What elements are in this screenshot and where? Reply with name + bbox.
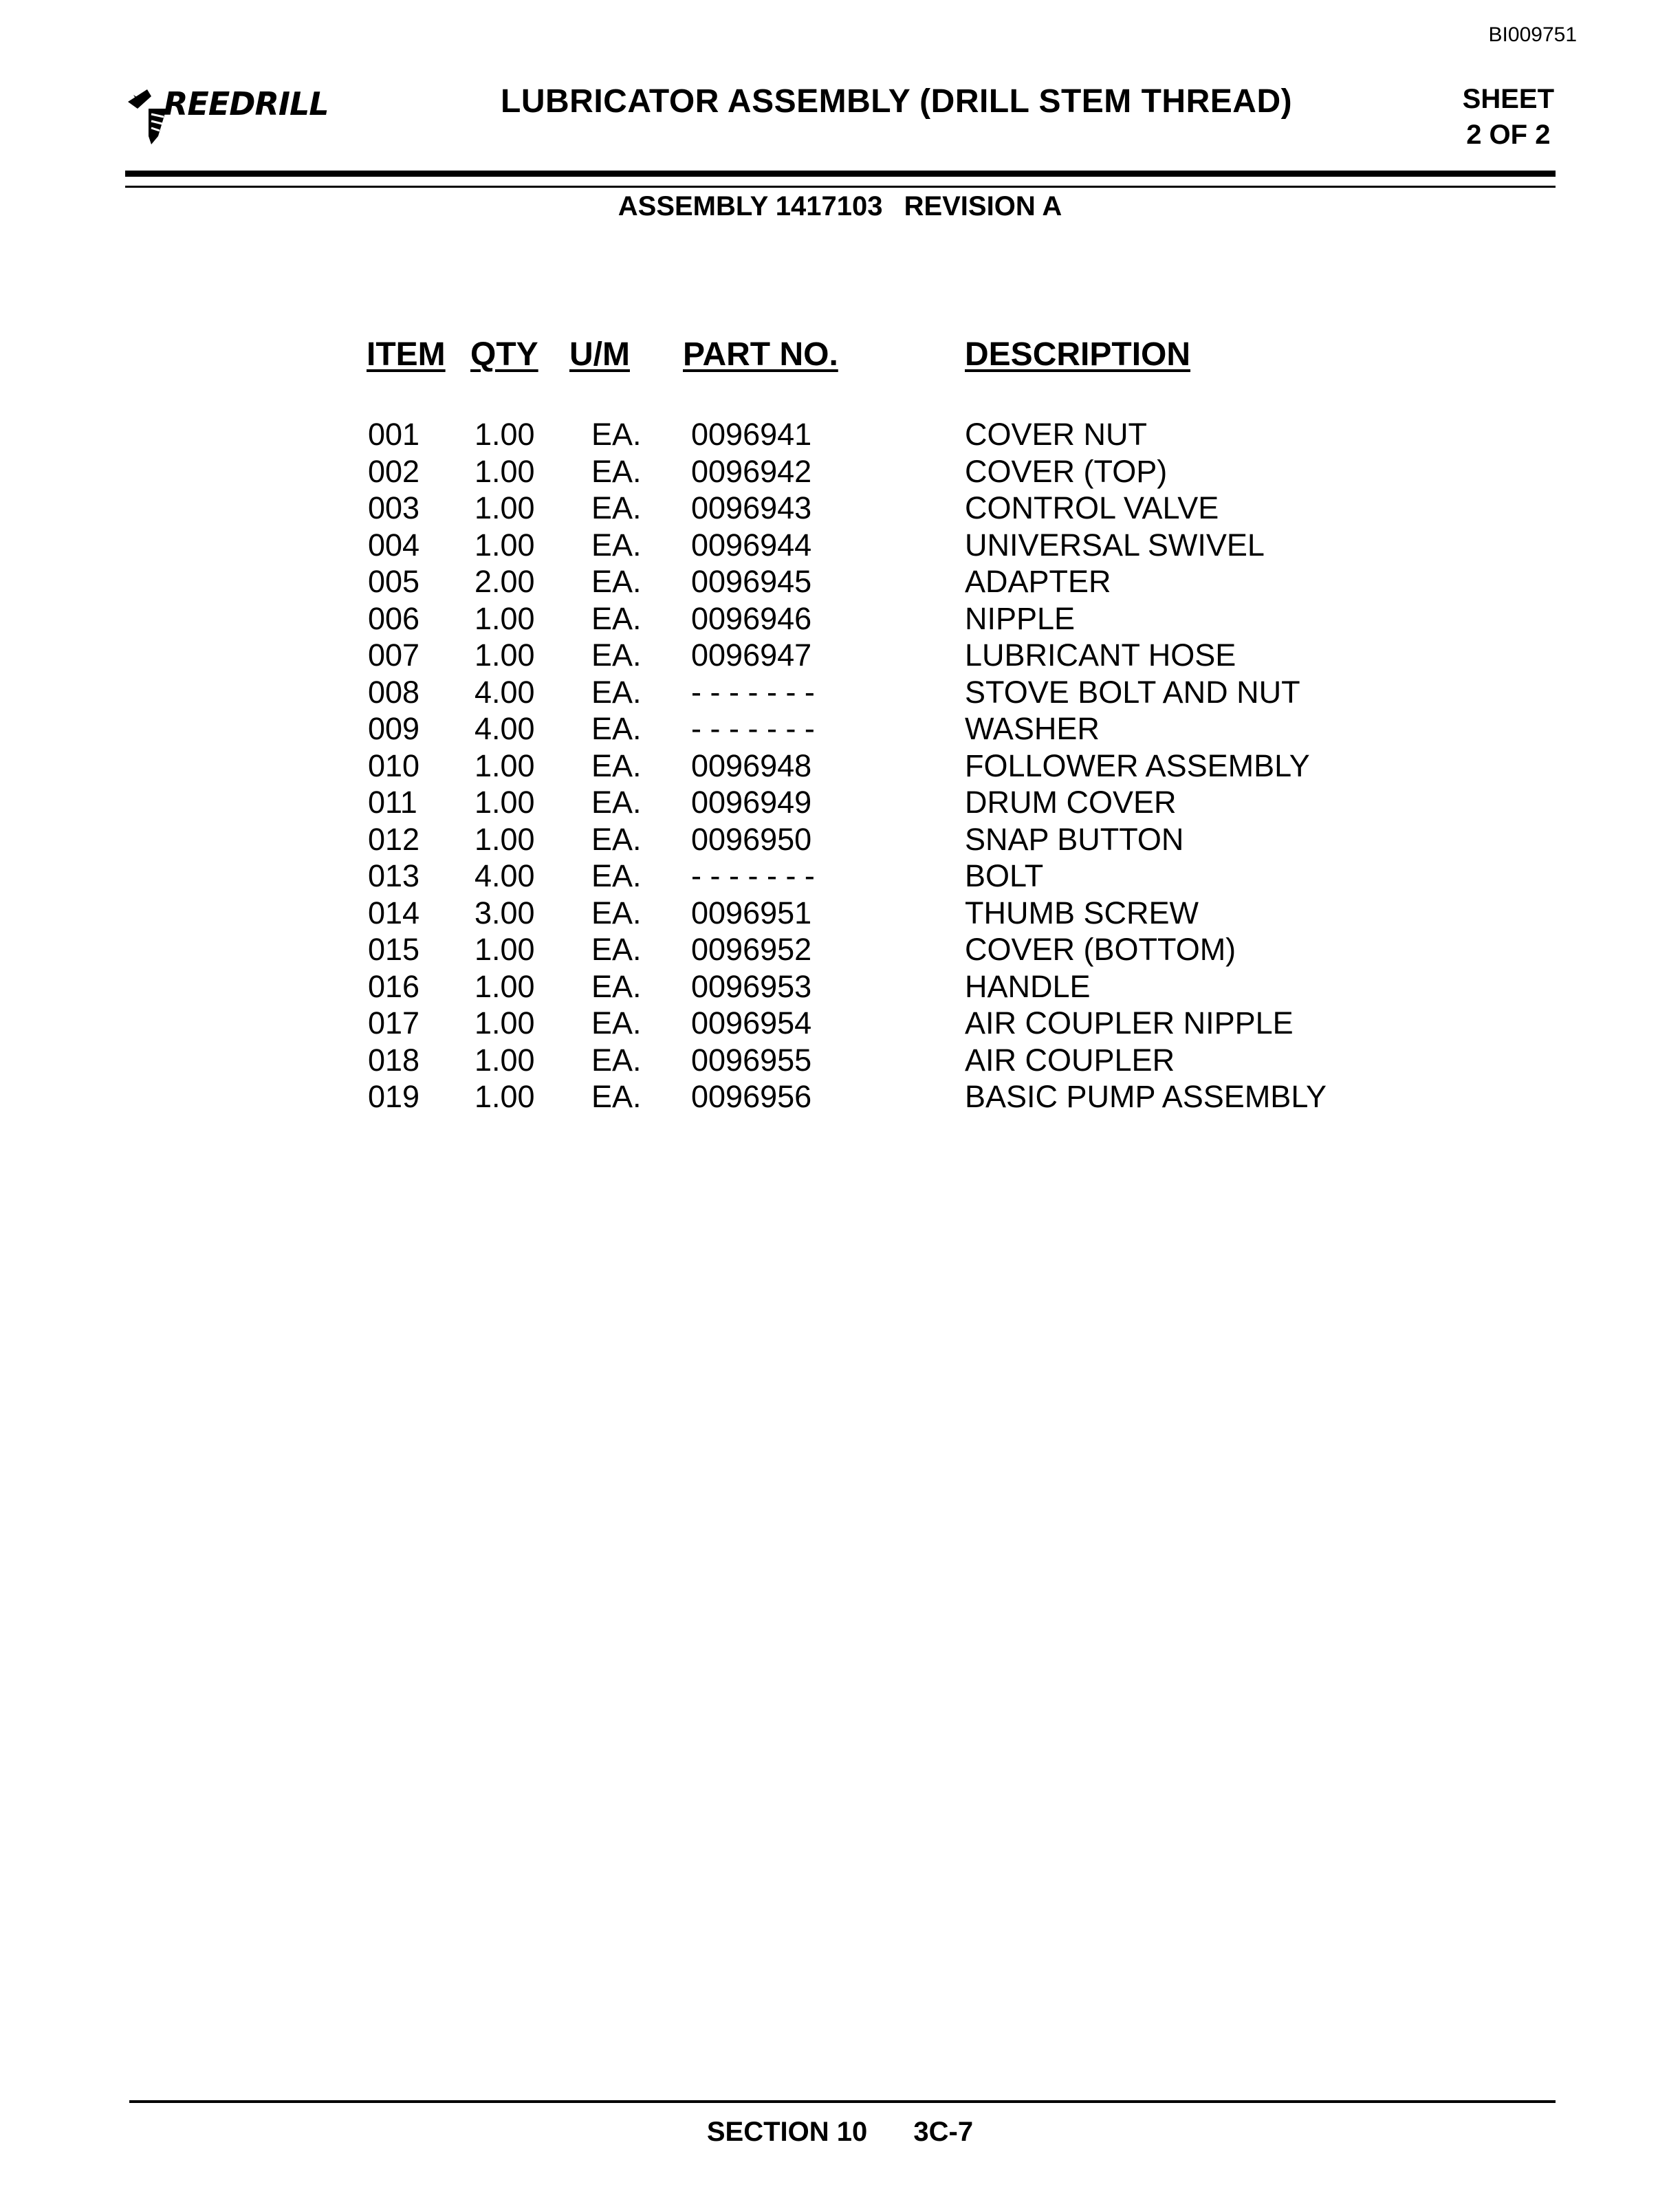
qty-cell: 4.00 [474,674,535,710]
part-number-cell: 0096945 [691,564,812,599]
um-cell: EA. [591,490,642,525]
item-cell: 001 [368,417,420,452]
part-number-cell: - - - - - - - [691,711,815,746]
header-rule-thick [125,171,1556,177]
column-header-item: ITEM [367,336,446,373]
part-number-cell: 0096952 [691,932,812,967]
table-row [0,822,1680,859]
table-row [0,895,1680,933]
parts-table-body [0,417,1680,1116]
qty-cell: 1.00 [474,453,535,489]
qty-cell: 1.00 [474,600,535,636]
qty-cell: 1.00 [474,490,535,525]
qty-cell: 2.00 [474,564,535,599]
description-cell: SNAP BUTTON [965,821,1184,857]
um-cell: EA. [591,1005,642,1040]
qty-cell: 1.00 [474,527,535,563]
table-row [0,527,1680,565]
item-cell: 006 [368,600,420,636]
item-cell: 015 [368,932,420,967]
part-number-cell: 0096947 [691,637,812,673]
table-row [0,932,1680,969]
part-number-cell: 0096951 [691,895,812,930]
qty-cell: 4.00 [474,858,535,893]
qty-cell: 3.00 [474,895,535,930]
table-row [0,454,1680,491]
item-cell: 010 [368,748,420,783]
item-cell: 005 [368,564,420,599]
table-row [0,490,1680,527]
table-row [0,969,1680,1006]
description-cell: AIR COUPLER NIPPLE [965,1005,1294,1040]
assembly-line [0,191,1680,222]
description-cell: FOLLOWER ASSEMBLY [965,748,1310,783]
table-row [0,1043,1680,1080]
um-cell: EA. [591,600,642,636]
qty-cell: 4.00 [474,711,535,746]
um-cell: EA. [591,527,642,563]
table-row [0,675,1680,712]
item-cell: 004 [368,527,420,563]
um-cell: EA. [591,1079,642,1114]
description-cell: LUBRICANT HOSE [965,637,1236,673]
um-cell: EA. [591,711,642,746]
um-cell: EA. [591,858,642,893]
table-row [0,711,1680,748]
qty-cell: 1.00 [474,1042,535,1078]
part-number-cell: 0096954 [691,1005,812,1040]
um-cell: EA. [591,785,642,820]
parts-table-header [0,336,1680,377]
column-header-part-no: PART NO. [683,336,838,373]
description-cell: ADAPTER [965,564,1111,599]
item-cell: 014 [368,895,420,930]
page-title: LUBRICATOR ASSEMBLY (DRILL STEM THREAD) [501,83,1293,120]
section-label: SECTION 10 [706,2117,868,2147]
um-cell: EA. [591,968,642,1004]
item-cell: 012 [368,821,420,857]
assembly-number: ASSEMBLY 1417103 [618,191,883,221]
description-cell: AIR COUPLER [965,1042,1175,1078]
description-cell: HANDLE [965,968,1091,1004]
qty-cell: 1.00 [474,821,535,857]
sheet-indicator [1463,81,1554,153]
part-number-cell: 0096942 [691,453,812,489]
column-header-qty: QTY [470,336,538,373]
qty-cell: 1.00 [474,1005,535,1040]
um-cell: EA. [591,674,642,710]
item-cell: 013 [368,858,420,893]
header-rule-thin [125,186,1556,188]
description-cell: COVER (BOTTOM) [965,932,1236,967]
description-cell: COVER (TOP) [965,453,1168,489]
assembly-revision: REVISION A [904,191,1062,221]
um-cell: EA. [591,932,642,967]
qty-cell: 1.00 [474,785,535,820]
qty-cell: 1.00 [474,417,535,452]
table-row [0,1005,1680,1043]
table-row [0,785,1680,822]
description-cell: BASIC PUMP ASSEMBLY [965,1079,1327,1114]
um-cell: EA. [591,637,642,673]
description-cell: COVER NUT [965,417,1148,452]
um-cell: EA. [591,895,642,930]
table-row [0,637,1680,675]
footer-rule [129,2100,1556,2103]
column-header-description: DESCRIPTION [965,336,1191,373]
um-cell: EA. [591,564,642,599]
part-number-cell: 0096946 [691,600,812,636]
um-cell: EA. [591,748,642,783]
part-number-cell: 0096948 [691,748,812,783]
table-row [0,601,1680,638]
document-id: BI009751 [1488,23,1577,46]
description-cell: WASHER [965,711,1100,746]
qty-cell: 1.00 [474,748,535,783]
table-row [0,858,1680,895]
description-cell: STOVE BOLT AND NUT [965,674,1300,710]
sheet-number: 2 OF 2 [1466,120,1551,150]
page-footer [0,2117,1680,2148]
description-cell: UNIVERSAL SWIVEL [965,527,1265,563]
page-number: 3C-7 [913,2117,974,2147]
part-number-cell: - - - - - - - [691,858,815,893]
description-cell: DRUM COVER [965,785,1177,820]
part-number-cell: 0096956 [691,1079,812,1114]
item-cell: 016 [368,968,420,1004]
part-number-cell: 0096955 [691,1042,812,1078]
um-cell: EA. [591,453,642,489]
part-number-cell: - - - - - - - [691,674,815,710]
part-number-cell: 0096953 [691,968,812,1004]
company-logo [124,81,330,150]
item-cell: 017 [368,1005,420,1040]
um-cell: EA. [591,417,642,452]
item-cell: 007 [368,637,420,673]
description-cell: NIPPLE [965,600,1076,636]
table-row [0,748,1680,785]
um-cell: EA. [591,821,642,857]
logo-text: REEDRILL [164,85,329,122]
description-cell: CONTROL VALVE [965,490,1219,525]
item-cell: 002 [368,453,420,489]
part-number-cell: 0096950 [691,821,812,857]
part-number-cell: 0096943 [691,490,812,525]
description-cell: THUMB SCREW [965,895,1199,930]
part-number-cell: 0096944 [691,527,812,563]
item-cell: 008 [368,674,420,710]
table-row [0,1079,1680,1116]
table-row [0,417,1680,454]
part-number-cell: 0096941 [691,417,812,452]
item-cell: 003 [368,490,420,525]
item-cell: 009 [368,711,420,746]
item-cell: 019 [368,1079,420,1114]
table-row [0,564,1680,601]
um-cell: EA. [591,1042,642,1078]
column-header-um: U/M [569,336,630,373]
item-cell: 018 [368,1042,420,1078]
qty-cell: 1.00 [474,932,535,967]
description-cell: BOLT [965,858,1044,893]
item-cell: 011 [368,785,417,820]
qty-cell: 1.00 [474,968,535,1004]
page-header [124,76,1554,158]
part-number-cell: 0096949 [691,785,812,820]
qty-cell: 1.00 [474,1079,535,1114]
sheet-label: SHEET [1462,84,1554,114]
qty-cell: 1.00 [474,637,535,673]
